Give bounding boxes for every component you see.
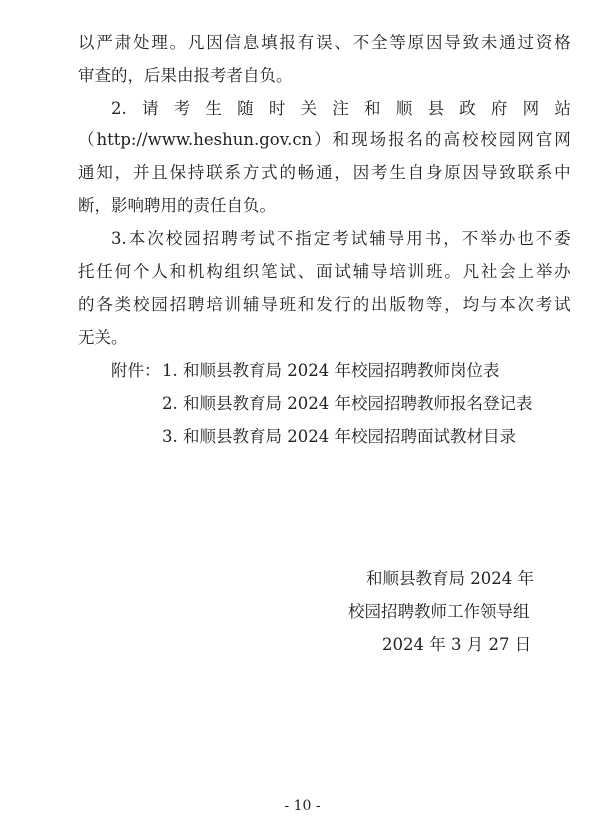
text-glyph: 举 [535, 262, 553, 281]
text-glyph: 中 [554, 163, 571, 182]
text-glyph: 招 [169, 295, 187, 314]
text-glyph: 方 [242, 163, 260, 182]
text-glyph: 未 [480, 33, 498, 52]
text-glyph: 因 [352, 163, 370, 182]
text-glyph: 班 [425, 262, 443, 281]
text-glyph: 与 [480, 295, 498, 314]
text-glyph: 通 [499, 33, 516, 52]
text-glyph: 因 [425, 33, 443, 52]
text-glyph: 考 [535, 295, 553, 314]
text-glyph: 联 [206, 163, 223, 182]
text-glyph: 并 [132, 163, 150, 182]
text-glyph: 请 [141, 99, 159, 118]
text-glyph: 凡 [187, 33, 205, 52]
text-glyph: 资 [535, 33, 553, 52]
text-glyph: 不 [352, 33, 370, 52]
paragraph-2-line-4: 断，影响聘用的责任自负。 [78, 196, 276, 215]
text-glyph: 致 [499, 163, 516, 182]
text-glyph: 导 [387, 229, 405, 248]
text-glyph: 凡 [462, 262, 480, 281]
text-glyph: 何 [114, 262, 132, 281]
text-glyph: 机 [187, 262, 205, 281]
text-glyph: 人 [151, 262, 168, 281]
text-glyph: 等 [425, 295, 443, 314]
text-glyph: 考 [332, 229, 349, 248]
text-glyph: 举 [480, 229, 497, 248]
text-glyph: 严 [96, 33, 113, 52]
page-number: - 10 - [284, 798, 321, 814]
text-glyph: 的 [279, 163, 296, 182]
text-glyph: 和 [364, 99, 381, 118]
text-glyph: 考 [239, 229, 257, 248]
text-glyph: 以 [78, 33, 95, 52]
text-glyph: 书 [424, 229, 442, 248]
text-glyph: 填 [261, 33, 278, 52]
text-glyph: 次 [147, 229, 164, 248]
text-glyph: 试 [554, 295, 571, 314]
text-glyph: 招 [202, 229, 220, 248]
text-glyph: 2. [111, 99, 127, 118]
text-glyph: 网 [554, 130, 571, 149]
text-glyph: 。 [169, 33, 187, 52]
text-glyph: 式 [261, 163, 278, 182]
paragraph-3-line-2 [78, 262, 571, 282]
text-glyph: 聘 [221, 229, 238, 248]
text-glyph: 等 [389, 33, 406, 52]
text-glyph: 格 [554, 33, 571, 52]
text-glyph: 系 [535, 163, 553, 182]
text-glyph: 校 [461, 130, 479, 149]
text-glyph: 和 [169, 262, 187, 281]
text-glyph: 全 [371, 33, 388, 52]
text-glyph: 物 [407, 295, 425, 314]
text-glyph: 的 [352, 295, 370, 314]
text-glyph: http://www.heshun.gov.cn [96, 130, 313, 149]
text-glyph: 站 [554, 99, 571, 118]
text-glyph: 官 [535, 130, 553, 149]
paragraph-2-line-3 [78, 163, 571, 183]
text-glyph: 身 [425, 163, 443, 182]
text-glyph: 原 [407, 33, 425, 52]
text-glyph: 面 [316, 262, 333, 281]
text-glyph: 个 [132, 262, 150, 281]
text-glyph: 因 [206, 33, 223, 52]
text-glyph: 导 [444, 33, 461, 52]
text-glyph: 系 [224, 163, 241, 182]
text-glyph: 生 [205, 99, 222, 118]
text-glyph: 不 [535, 229, 553, 248]
text-glyph: 校 [165, 229, 183, 248]
paragraph-3-line-1 [111, 229, 571, 249]
text-glyph: 、 [297, 262, 315, 281]
text-glyph: 过 [517, 33, 534, 52]
paragraph-3-line-3 [78, 295, 571, 315]
text-glyph: 也 [517, 229, 534, 248]
text-glyph: 园 [151, 295, 168, 314]
paragraph-1-line-2: 审查的，后果由报考者自负。 [78, 66, 293, 85]
text-glyph: 报 [388, 130, 405, 149]
text-glyph: （ [78, 130, 95, 149]
text-glyph: 通 [316, 163, 333, 182]
text-glyph: 上 [517, 262, 534, 281]
text-glyph: 网 [522, 99, 540, 118]
text-glyph: 随 [237, 99, 254, 118]
text-glyph: 委 [554, 229, 571, 248]
text-glyph: 版 [389, 295, 406, 314]
paragraph-1-line-1 [78, 33, 571, 53]
text-glyph: 误 [316, 33, 333, 52]
text-glyph: 导 [261, 295, 278, 314]
text-glyph: 。 [444, 262, 461, 281]
text-glyph: 托 [78, 262, 95, 281]
text-glyph: 训 [407, 262, 425, 281]
text-glyph: 保 [169, 163, 187, 182]
text-glyph: 校 [480, 130, 497, 149]
text-glyph: 息 [242, 33, 260, 52]
text-glyph: 任 [96, 262, 113, 281]
text-glyph: 3. [111, 229, 127, 248]
text-glyph: 自 [407, 163, 425, 182]
text-glyph: 有 [297, 33, 315, 52]
text-glyph: 且 [151, 163, 168, 182]
text-glyph: 园 [498, 130, 516, 149]
text-glyph: 畅 [297, 163, 315, 182]
text-glyph: ， [443, 229, 460, 248]
text-glyph: ， [444, 295, 461, 314]
text-glyph: 训 [224, 295, 241, 314]
attachment-item-2: 2. 和顺县教育局 2024 年校园招聘教师报名登记表 [162, 394, 533, 413]
text-glyph: 信 [224, 33, 241, 52]
text-glyph: 出 [371, 295, 388, 314]
text-glyph: 和 [332, 130, 350, 149]
text-glyph: 指 [295, 229, 312, 248]
text-glyph: 行 [334, 295, 351, 314]
text-glyph: 本 [128, 229, 146, 248]
text-glyph: ， [114, 163, 132, 182]
text-glyph: 县 [427, 99, 444, 118]
text-glyph: 定 [313, 229, 331, 248]
paragraph-2-line-1 [111, 99, 571, 119]
text-glyph: 顺 [395, 99, 413, 118]
signature-org: 和顺县教育局 2024 年 [366, 569, 534, 588]
text-glyph: 不 [461, 229, 479, 248]
text-glyph: 理 [151, 33, 168, 52]
text-glyph: 联 [517, 163, 534, 182]
text-glyph: 辅 [242, 295, 260, 314]
signature-date: 2024 年 3 月 27 日 [382, 635, 532, 654]
signature-group: 校园招聘教师工作领导组 [348, 602, 530, 621]
text-glyph: 高 [443, 130, 460, 149]
text-glyph: 社 [480, 262, 498, 281]
text-glyph: 考 [173, 99, 191, 118]
text-glyph: ， [334, 163, 351, 182]
text-glyph: 政 [459, 99, 476, 118]
text-glyph: 办 [498, 229, 516, 248]
text-glyph: 的 [78, 295, 95, 314]
text-glyph: 现 [351, 130, 368, 149]
text-glyph: 通 [78, 163, 95, 182]
text-glyph: 用 [406, 229, 423, 248]
text-glyph: 持 [187, 163, 205, 182]
text-glyph: 和 [297, 295, 315, 314]
text-glyph: 名 [406, 130, 424, 149]
text-glyph: 府 [490, 99, 508, 118]
paragraph-3-line-4: 无关。 [78, 328, 128, 347]
text-glyph: 织 [242, 262, 260, 281]
paragraph-2-line-2 [78, 130, 571, 150]
text-glyph: 培 [206, 295, 223, 314]
text-glyph: 班 [279, 295, 296, 314]
text-glyph: 网 [517, 130, 534, 149]
text-glyph: 场 [369, 130, 387, 149]
text-glyph: 生 [389, 163, 406, 182]
text-glyph: 次 [517, 295, 534, 314]
text-glyph: 办 [554, 262, 571, 281]
text-glyph: 均 [462, 295, 480, 314]
text-glyph: 试 [279, 262, 296, 281]
attachments-label: 附件： [111, 361, 161, 380]
text-glyph: 不 [276, 229, 294, 248]
text-glyph: 组 [224, 262, 241, 281]
text-glyph: 试 [258, 229, 275, 248]
text-glyph: 致 [462, 33, 480, 52]
text-glyph: 试 [350, 229, 368, 248]
text-glyph: 会 [499, 262, 516, 281]
text-glyph: 处 [132, 33, 150, 52]
text-glyph: 考 [371, 163, 388, 182]
text-glyph: 知 [96, 163, 113, 182]
text-glyph: 报 [279, 33, 296, 52]
text-glyph: 试 [334, 262, 351, 281]
text-glyph: 辅 [369, 229, 386, 248]
text-glyph: 各 [96, 295, 113, 314]
text-glyph: 导 [371, 262, 388, 281]
text-glyph: ） [314, 130, 331, 149]
attachment-item-1: 1. 和顺县教育局 2024 年校园招聘教师岗位表 [162, 361, 500, 380]
text-glyph: 因 [462, 163, 480, 182]
text-glyph: 辅 [352, 262, 370, 281]
attachment-item-3: 3. 和顺县教育局 2024 年校园招聘面试教材目录 [162, 427, 516, 446]
text-glyph: 聘 [187, 295, 205, 314]
text-glyph: 培 [389, 262, 406, 281]
text-glyph: 时 [268, 99, 286, 118]
text-glyph: 关 [300, 99, 318, 118]
text-glyph: 导 [480, 163, 498, 182]
text-glyph: 类 [114, 295, 132, 314]
text-glyph: 笔 [261, 262, 278, 281]
text-glyph: 发 [316, 295, 333, 314]
text-glyph: 校 [132, 295, 150, 314]
text-glyph: 肃 [114, 33, 132, 52]
text-glyph: 原 [444, 163, 461, 182]
text-glyph: 本 [499, 295, 516, 314]
text-glyph: 注 [332, 99, 349, 118]
text-glyph: 的 [425, 130, 442, 149]
text-glyph: 、 [334, 33, 351, 52]
text-glyph: 构 [206, 262, 223, 281]
text-glyph: 园 [184, 229, 201, 248]
